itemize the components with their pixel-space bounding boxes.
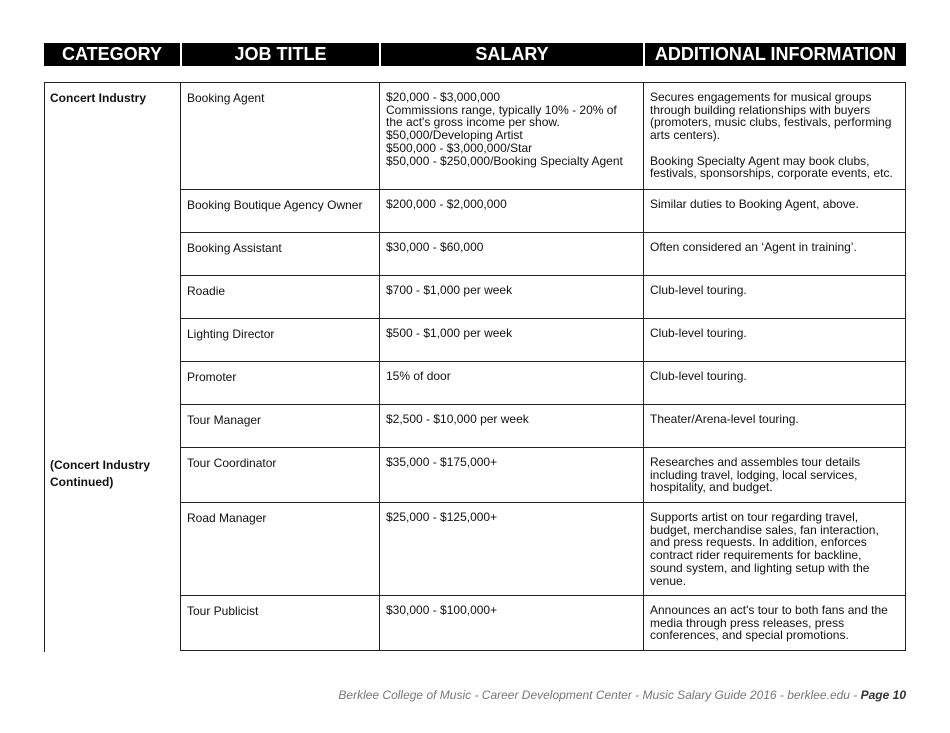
salary-cell xyxy=(380,596,644,650)
job-title-cell: Booking Assistant xyxy=(181,233,380,275)
info-line: festivals, sponsorships, corporate events, etc. xyxy=(650,166,893,181)
category-concert-industry: Concert Industry xyxy=(50,91,147,105)
info-line: conferences, and special promotions. xyxy=(650,628,849,643)
salary-line: $2,500 - $10,000 per week xyxy=(386,412,529,426)
info-line: contract rider requirements for backline, xyxy=(650,548,862,563)
category-column-rule xyxy=(44,82,45,652)
salary-line: $200,000 - $2,000,000 xyxy=(386,197,507,211)
table-row xyxy=(181,318,905,361)
job-title-cell: Tour Manager xyxy=(181,405,380,447)
table-row xyxy=(181,361,905,404)
additional-info-cell xyxy=(644,405,905,447)
salary-line: $20,000 - $3,000,000 xyxy=(386,90,501,104)
info-line: Similar duties to Booking Agent, above. xyxy=(650,197,859,211)
info-line: including travel, lodging, local services, xyxy=(650,467,858,482)
info-line: hospitality, and budget. xyxy=(650,480,773,495)
info-line: Club-level touring. xyxy=(650,369,747,383)
salary-line: 15% of door xyxy=(386,369,451,383)
header-additional-information: ADDITIONAL INFORMATION xyxy=(643,43,906,66)
salary-cell xyxy=(380,319,644,361)
category-concert-industry-continued xyxy=(50,457,150,491)
info-line: arts centers). xyxy=(650,128,721,143)
job-title-cell: Booking Boutique Agency Owner xyxy=(181,190,380,232)
job-title-cell: Roadie xyxy=(181,276,380,318)
table-row xyxy=(181,404,905,447)
additional-info-cell xyxy=(644,319,905,361)
salary-table-frame xyxy=(44,82,906,652)
additional-info-cell xyxy=(644,448,905,502)
info-line: through building relationships with buyers xyxy=(650,102,871,117)
salary-line: $700 - $1,000 per week xyxy=(386,283,513,297)
info-line: Often considered an ‘Agent in training’. xyxy=(650,240,857,254)
additional-info-cell xyxy=(644,190,905,232)
salary-cell xyxy=(380,448,644,502)
salary-cell xyxy=(380,83,644,189)
table-row xyxy=(181,595,905,650)
salary-cell xyxy=(380,405,644,447)
salary-line: $500,000 - $3,000,000/Star xyxy=(386,140,533,155)
salary-line: $30,000 - $100,000+ xyxy=(386,603,498,617)
additional-info-cell xyxy=(644,276,905,318)
info-line: (promoters, music clubs, festivals, performing xyxy=(650,115,892,130)
salary-cell xyxy=(380,190,644,232)
table-row xyxy=(181,275,905,318)
additional-info-cell xyxy=(644,596,905,650)
salary-line: $30,000 - $60,000 xyxy=(386,240,484,254)
info-line: venue. xyxy=(650,573,687,588)
salary-line: $50,000/Developing Artist xyxy=(386,128,523,143)
additional-info-cell xyxy=(644,503,905,595)
header-job-title: JOB TITLE xyxy=(180,43,379,66)
salary-line: $35,000 - $175,000+ xyxy=(386,455,498,469)
salary-line: the act's gross income per show. xyxy=(386,115,560,130)
info-line: Booking Specialty Agent may book clubs, xyxy=(650,153,870,168)
table-row xyxy=(181,502,905,595)
info-line: Researches and assembles tour details xyxy=(650,455,861,469)
table-row xyxy=(181,189,905,232)
salary-cell xyxy=(380,233,644,275)
salary-cell xyxy=(380,362,644,404)
job-title-cell: Tour Publicist xyxy=(181,596,380,650)
info-line: Supports artist on tour regarding travel, xyxy=(650,510,859,524)
info-line: Announces an act's tour to both fans and the xyxy=(650,603,888,617)
info-line: media through press releases, press xyxy=(650,615,845,630)
salary-cell xyxy=(380,503,644,595)
salary-cell xyxy=(380,276,644,318)
header-salary: SALARY xyxy=(379,43,643,66)
info-line: Secures engagements for musical groups xyxy=(650,90,872,104)
info-line: Club-level touring. xyxy=(650,326,747,340)
page-footer xyxy=(338,688,906,702)
page-number: Page 10 xyxy=(860,688,906,702)
salary-line: Commissions range, typically 10% - 20% of xyxy=(386,102,617,117)
info-line: and press requests. In addition, enforces xyxy=(650,535,867,550)
table-row xyxy=(181,447,905,502)
additional-info-cell xyxy=(644,83,905,189)
table-row xyxy=(181,83,905,189)
header-category: CATEGORY xyxy=(61,44,162,64)
table-header xyxy=(44,43,906,66)
info-line: sound system, and lighting setup with the xyxy=(650,560,870,575)
salary-table xyxy=(180,82,906,651)
job-title-cell: Road Manager xyxy=(181,503,380,595)
category-continued-line-2: Continued) xyxy=(50,475,114,489)
salary-line: $50,000 - $250,000/Booking Specialty Agent xyxy=(386,153,623,168)
category-continued-line-1: (Concert Industry xyxy=(50,458,151,472)
job-title-cell: Booking Agent xyxy=(181,83,380,189)
info-line: Theater/Arena-level touring. xyxy=(650,412,799,426)
job-title-cell: Tour Coordinator xyxy=(181,448,380,502)
info-line: Club-level touring. xyxy=(650,283,747,297)
job-title-cell: Promoter xyxy=(181,362,380,404)
salary-line: $500 - $1,000 per week xyxy=(386,326,513,340)
footer-text: Berklee College of Music - Career Development Center - Music Salary Guide 2016 - berklee.edu - xyxy=(338,688,861,702)
table-row xyxy=(181,232,905,275)
category-column-top-rule xyxy=(44,82,180,83)
additional-info-cell xyxy=(644,233,905,275)
salary-line: $25,000 - $125,000+ xyxy=(386,510,498,524)
job-title-cell: Lighting Director xyxy=(181,319,380,361)
additional-info-cell xyxy=(644,362,905,404)
info-line: budget, merchandise sales, fan interaction, xyxy=(650,522,879,537)
